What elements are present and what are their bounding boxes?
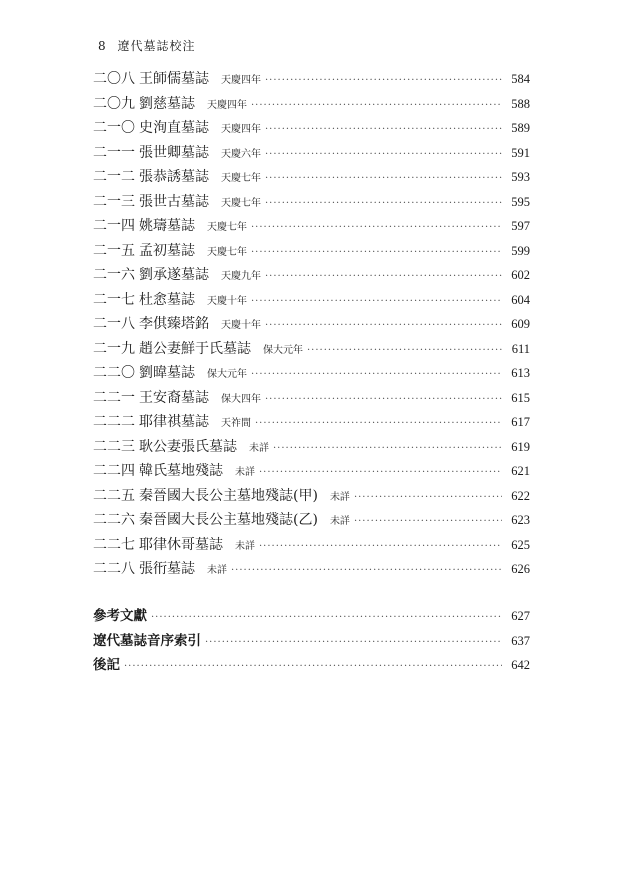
back-matter-list <box>93 604 530 678</box>
entry-page-number: 599 <box>511 243 530 258</box>
entry-number: 二〇八 <box>93 71 135 87</box>
entry-number: 二二七 <box>93 536 135 553</box>
toc-entry[interactable] <box>93 67 530 92</box>
entry-page-number: 591 <box>511 145 530 160</box>
entry-number: 二一三 <box>93 193 135 210</box>
entry-number: 二一九 <box>93 340 135 357</box>
entry-era: 天慶四年 <box>221 124 261 135</box>
dot-leader <box>265 118 502 143</box>
dot-leader <box>251 94 502 119</box>
entry-era: 天慶七年 <box>221 173 261 184</box>
dot-leader <box>265 69 502 94</box>
entry-era: 未詳 <box>235 540 255 552</box>
entry-era: 未詳 <box>249 442 269 454</box>
back-matter-page-number: 627 <box>511 609 530 623</box>
dot-leader <box>265 388 502 413</box>
entry-title: 秦晉國大長公主墓地殘誌(乙) <box>139 512 318 528</box>
entry-page-number: 625 <box>511 537 530 552</box>
entry-page-number: 597 <box>511 219 530 233</box>
entry-title: 張衎墓誌 <box>139 561 195 577</box>
back-matter-page-number: 637 <box>511 633 530 648</box>
dot-leader <box>259 535 502 560</box>
toc-entry[interactable] <box>93 533 530 558</box>
entry-era: 天慶十年 <box>207 295 247 307</box>
entry-number: 二二八 <box>93 561 135 577</box>
entry-page-number: 604 <box>511 292 530 307</box>
entry-title: 韓氏墓地殘誌 <box>139 463 223 479</box>
toc-entry[interactable] <box>93 410 530 435</box>
back-matter-title: 後記 <box>93 657 120 673</box>
entry-title: 耶律休哥墓誌 <box>139 536 223 553</box>
entry-page-number: 617 <box>511 415 530 429</box>
entry-page-number: 623 <box>511 513 530 527</box>
dot-leader <box>251 363 502 388</box>
entry-page-number: 602 <box>511 268 530 282</box>
dot-leader <box>231 559 502 584</box>
running-header <box>98 37 195 54</box>
entry-title: 王師儒墓誌 <box>139 71 209 87</box>
entry-number: 二一六 <box>93 267 135 283</box>
entry-title: 劉慈墓誌 <box>139 95 195 112</box>
dot-leader <box>124 655 502 680</box>
back-matter-title: 參考文獻 <box>93 608 147 624</box>
dot-leader <box>273 437 502 462</box>
dot-leader <box>259 461 502 486</box>
dot-leader <box>265 167 502 192</box>
toc-entry[interactable] <box>93 190 530 215</box>
back-matter-title: 遼代墓誌音序索引 <box>93 632 201 649</box>
entry-number: 二一四 <box>93 218 135 234</box>
dot-leader <box>265 314 502 339</box>
entry-title: 杜悆墓誌 <box>139 291 195 308</box>
entry-era: 未詳 <box>207 565 227 576</box>
toc-entry[interactable] <box>93 288 530 313</box>
entry-number: 二二一 <box>93 389 135 406</box>
entry-title: 秦晉國大長公主墓地殘誌(甲) <box>139 487 318 504</box>
dot-leader <box>251 290 502 315</box>
entry-number: 二二二 <box>93 414 135 430</box>
toc-entry[interactable] <box>93 459 530 484</box>
entry-page-number: 613 <box>511 366 530 380</box>
dot-leader <box>307 339 502 364</box>
table-of-contents <box>93 67 530 582</box>
dot-leader <box>251 216 502 241</box>
entry-title: 耿公妻張氏墓誌 <box>139 438 237 455</box>
toc-entry[interactable] <box>93 214 530 239</box>
back-matter-entry[interactable] <box>93 604 530 629</box>
entry-page-number: 609 <box>511 317 530 331</box>
toc-entry[interactable] <box>93 361 530 386</box>
entry-era: 未詳 <box>235 467 255 478</box>
entry-era: 未詳 <box>329 516 350 527</box>
entry-era: 天慶四年 <box>207 99 247 111</box>
entry-era: 天慶六年 <box>221 148 261 160</box>
entry-title: 姚璹墓誌 <box>139 218 195 234</box>
entry-page-number: 622 <box>511 488 530 503</box>
entry-title: 張世卿墓誌 <box>139 144 209 161</box>
toc-entry[interactable] <box>93 435 530 460</box>
back-matter-page-number: 642 <box>511 658 530 672</box>
toc-entry[interactable] <box>93 386 530 411</box>
toc-entry[interactable] <box>93 337 530 362</box>
entry-title: 李倛臻塔銘 <box>139 316 209 332</box>
entry-title: 王安裔墓誌 <box>139 389 209 406</box>
entry-title: 耶律祺墓誌 <box>139 414 209 430</box>
dot-leader <box>354 486 502 511</box>
entry-number: 二二〇 <box>93 365 135 381</box>
entry-number: 二一〇 <box>93 120 135 136</box>
toc-entry[interactable] <box>93 557 530 582</box>
entry-era: 天慶四年 <box>221 75 261 86</box>
header-book-title: 遼代墓誌校注 <box>117 39 196 53</box>
entry-title: 劉暐墓誌 <box>139 365 195 381</box>
entry-number: 二二五 <box>93 487 135 504</box>
entry-title: 劉承遂墓誌 <box>139 267 209 283</box>
entry-number: 二一五 <box>93 242 135 259</box>
entry-page-number: 611 <box>511 341 530 356</box>
entry-era: 未詳 <box>329 491 350 503</box>
entry-page-number: 589 <box>511 121 530 135</box>
entry-era: 天慶七年 <box>207 222 247 233</box>
entry-era: 天慶七年 <box>207 246 247 258</box>
entry-number: 二一二 <box>93 169 135 185</box>
entry-page-number: 626 <box>511 562 530 576</box>
back-matter-entry[interactable] <box>93 653 530 678</box>
toc-entry[interactable] <box>93 165 530 190</box>
entry-page-number: 588 <box>511 96 530 111</box>
dot-leader <box>354 510 502 535</box>
back-matter-entry[interactable] <box>93 629 530 654</box>
dot-leader <box>205 631 502 656</box>
entry-title: 趙公妻鮮于氏墓誌 <box>139 340 251 357</box>
entry-number: 二二四 <box>93 463 135 479</box>
toc-entry[interactable] <box>93 312 530 337</box>
entry-title: 孟初墓誌 <box>139 242 195 259</box>
entry-era: 保大四年 <box>221 393 261 405</box>
entry-number: 二二六 <box>93 512 135 528</box>
dot-leader <box>265 265 502 290</box>
entry-page-number: 619 <box>511 439 530 454</box>
dot-leader <box>265 192 502 217</box>
entry-number: 二一七 <box>93 291 135 308</box>
entry-page-number: 621 <box>511 464 530 478</box>
entry-era: 天祚間 <box>221 418 251 429</box>
header-page-number: 8 <box>98 39 107 53</box>
dot-leader <box>151 606 502 631</box>
entry-era: 天慶九年 <box>221 271 261 282</box>
entry-number: 二二三 <box>93 438 135 455</box>
toc-entry[interactable] <box>93 92 530 117</box>
entry-number: 二一一 <box>93 144 135 161</box>
entry-page-number: 595 <box>511 194 530 209</box>
entry-era: 保大元年 <box>207 369 247 380</box>
entry-era: 天慶十年 <box>221 320 261 331</box>
entry-number: 二〇九 <box>93 95 135 112</box>
toc-entry[interactable] <box>93 116 530 141</box>
entry-page-number: 584 <box>511 72 530 86</box>
toc-entry[interactable] <box>93 263 530 288</box>
entry-title: 張世古墓誌 <box>139 193 209 210</box>
dot-leader <box>255 412 502 437</box>
entry-title: 張恭誘墓誌 <box>139 169 209 185</box>
dot-leader <box>251 241 502 266</box>
toc-entry[interactable] <box>93 141 530 166</box>
entry-page-number: 593 <box>511 170 530 184</box>
toc-entry[interactable] <box>93 239 530 264</box>
entry-title: 史洵直墓誌 <box>139 120 209 136</box>
toc-entry[interactable] <box>93 508 530 533</box>
entry-page-number: 615 <box>511 390 530 405</box>
toc-entry[interactable] <box>93 484 530 509</box>
dot-leader <box>265 143 502 168</box>
entry-era: 天慶七年 <box>221 197 261 209</box>
entry-era: 保大元年 <box>263 344 303 356</box>
entry-number: 二一八 <box>93 316 135 332</box>
